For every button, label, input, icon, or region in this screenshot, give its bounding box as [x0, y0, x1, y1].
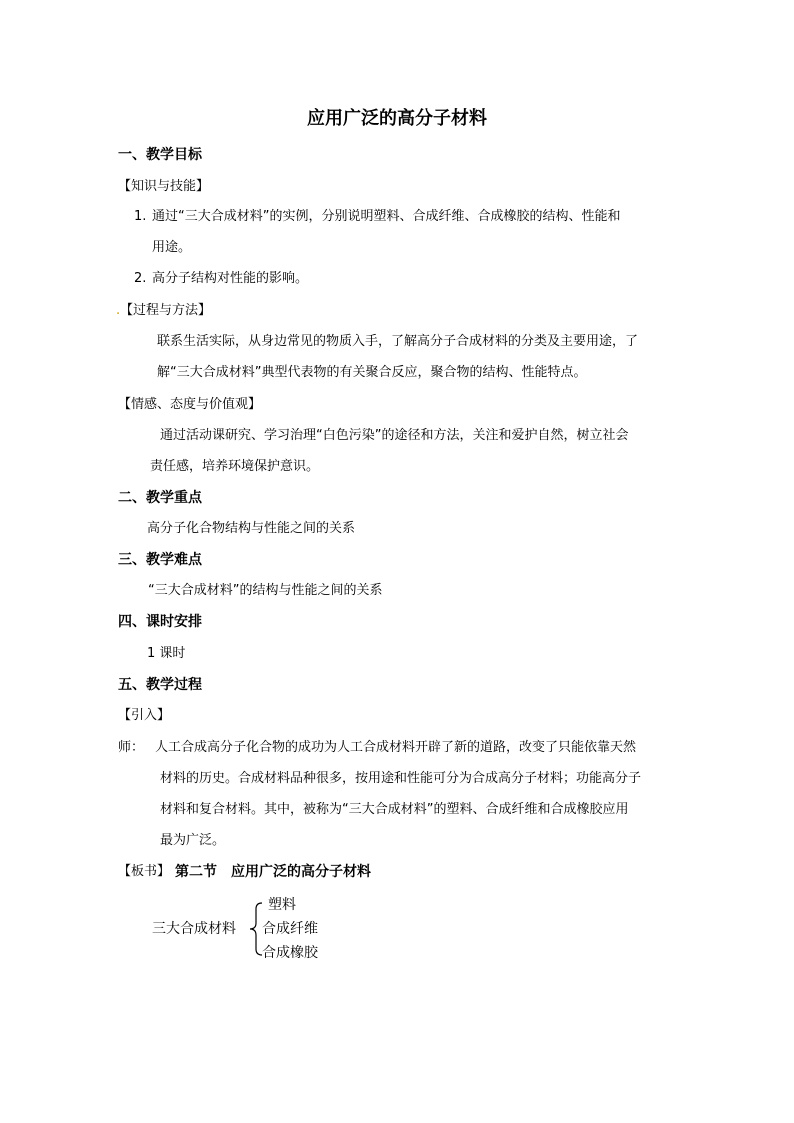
diagram-root-label: 三大合成材料	[152, 921, 236, 937]
list-number-2: 2.	[134, 271, 147, 286]
knowledge-heading: 【知识与技能】	[118, 179, 210, 194]
teacher-text-2: 材料的历史。合成材料品种很多，按用途和性能可分为合成高分子材料；功能高分子	[160, 771, 642, 786]
diagram-item-fiber: 合成纤维	[262, 921, 318, 937]
diagram-item-rubber: 合成橡胶	[262, 945, 318, 961]
emotion-heading: 【情感、态度与价值观】	[118, 397, 262, 412]
teacher-text-4: 最为广泛。	[160, 833, 226, 848]
intro-heading: 【引入】	[118, 708, 171, 723]
board-title: 第二节 应用广泛的高分子材料	[175, 864, 371, 880]
focus-text: 高分子化合物结构与性能之间的关系	[147, 521, 356, 536]
process-heading: 【过程与方法】	[120, 303, 212, 318]
teacher-label: 师：	[118, 740, 145, 755]
knowledge-item-1: 通过“三大合成材料”的实例，分别说明塑料、合成纤维、合成橡胶的结构、性能和	[152, 209, 621, 224]
process-text-cont: 解“三大合成材料”典型代表物的有关聚合反应，聚合物的结构、性能特点。	[157, 365, 587, 380]
diagram-item-plastic: 塑料	[268, 897, 296, 913]
emotion-text: 通过活动课研究、学习治理“白色污染”的途径和方法，关注和爱护自然，树立社会	[160, 428, 629, 443]
knowledge-item-1-cont: 用途。	[152, 240, 192, 255]
teacher-text: 人工合成高分子化合物的成功为人工合成材料开辟了新的道路，改变了只能依靠天然	[155, 740, 637, 755]
list-number-1: 1.	[134, 209, 147, 224]
section-heading-hours: 四、课时安排	[118, 614, 202, 630]
document-title: 应用广泛的高分子材料	[307, 108, 487, 129]
knowledge-item-2: 高分子结构对性能的影响。	[152, 271, 309, 286]
section-heading-focus: 二、教学重点	[118, 490, 202, 506]
section-heading-goals: 一、教学目标	[118, 147, 202, 163]
board-heading: 【板书】	[118, 864, 171, 879]
section-heading-process: 五、教学过程	[118, 677, 202, 693]
materials-brace-diagram	[150, 893, 350, 963]
teacher-text-3: 材料和复合材料。其中，被称为“三大合成材料”的塑料、合成纤维和合成橡胶应用	[160, 802, 629, 817]
hours-text: 1 课时	[147, 646, 186, 661]
section-heading-difficulty: 三、教学难点	[118, 552, 202, 568]
stray-mark: .	[116, 303, 121, 318]
process-text: 联系生活实际，从身边常见的物质入手，了解高分子合成材料的分类及主要用途，了	[157, 334, 639, 349]
emotion-text-cont: 责任感，培养环境保护意识。	[150, 459, 320, 474]
difficulty-text: “三大合成材料”的结构与性能之间的关系	[148, 583, 383, 598]
